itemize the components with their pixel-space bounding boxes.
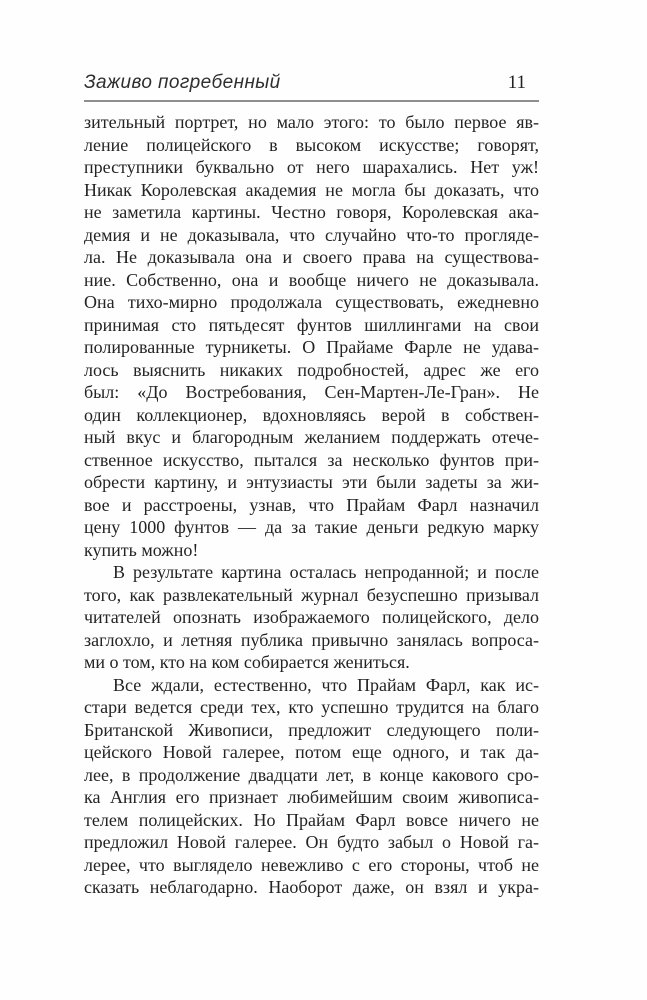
- paragraph: [84, 111, 539, 561]
- text-line: Она тихо-мирно продолжала существовать, ежедневно: [84, 292, 539, 312]
- page-body: [84, 111, 539, 899]
- text-line: ние. Собственно, она и вообще ничего не доказывала.: [84, 269, 539, 290]
- page-number: 11: [507, 72, 526, 93]
- text-line: демия и не доказывала, что случайно что-то прогляде-: [84, 224, 539, 245]
- text-line: преступники буквально от него шарахались. Нет уж!: [84, 157, 539, 177]
- text-line: ный вкус и благородным желанием поддержать отече-: [84, 427, 539, 447]
- text-line: был: «До Востребования, Сен-Мартен-Ле-Гран». Не: [84, 382, 539, 402]
- text-line: лерее, что выглядело невежливо с его стороны, чтоб не: [84, 854, 539, 875]
- text-line: читателей опознать изображаемого полицейского, дело: [84, 607, 539, 627]
- text-line: Британской Живописи, предложит следующего поли-: [84, 719, 539, 740]
- text-line: принимая сто пятьдесят фунтов шиллингами на свои: [84, 314, 539, 335]
- text-line: полированные турникеты. О Прайаме Фарле не удава-: [84, 337, 539, 357]
- text-line: ка Англия его признает любимейшим своим живописа-: [84, 787, 539, 807]
- text-line: один коллекционер, вдохновляясь верой в собствен-: [84, 404, 539, 425]
- text-line: ла. Не доказывала она и своего права на существова-: [84, 247, 539, 267]
- text-line: предложил Новой галерее. Он будто забыл о Новой га-: [84, 832, 539, 852]
- text-line: того, как развлекательный журнал безуспешно призывал: [84, 584, 539, 605]
- text-line: цену 1000 фунтов — да за такие деньги редкую марку: [84, 517, 539, 537]
- paragraph: [84, 674, 539, 899]
- text-line: В результате картина осталась непроданной; и после: [113, 562, 539, 582]
- text-line: вое и расстроены, узнав, что Прайам Фарл назначил: [84, 494, 539, 515]
- text-line: не заметила картины. Честно говоря, Королевская ака-: [84, 202, 539, 222]
- text-line: ление полицейского в высоком искусстве; говорят,: [84, 134, 539, 155]
- text-line: обрести картину, и энтузиасты эти были задеты за жи-: [84, 472, 539, 492]
- text-line: сказать неблагодарно. Наоборот даже, он взял и укра-: [84, 877, 539, 897]
- paragraph: [84, 561, 539, 674]
- running-title: Заживо погребенный: [84, 72, 281, 93]
- text-line: лее, в продолжение двадцати лет, в конце какового сро-: [84, 764, 539, 785]
- text-line: ственное искусство, пытался за несколько фунтов при-: [84, 449, 539, 470]
- text-line: Никак Королевская академия не могла бы доказать, что: [84, 179, 539, 200]
- text-line: лось выяснить никаких подробностей, адрес же его: [84, 359, 539, 380]
- text-line: заглохло, и летняя публика привычно занялась вопроса-: [84, 629, 539, 650]
- page-header: [84, 71, 539, 95]
- text-line: Все ждали, естественно, что Прайам Фарл, как ис-: [113, 674, 539, 695]
- header-rule: [84, 100, 539, 102]
- text-line: телем полицейских. Но Прайам Фарл вовсе ничего не: [84, 809, 539, 830]
- text-line: купить можно!: [84, 539, 199, 560]
- text-line: цейского Новой галерее, потом еще одного, и так да-: [84, 742, 539, 762]
- text-line: зительный портрет, но мало этого: то было первое яв-: [84, 112, 539, 132]
- text-line: ми о том, кто на ком собирается жениться.: [84, 652, 410, 672]
- text-line: стари ведется среди тех, кто успешно трудится на благо: [84, 697, 539, 717]
